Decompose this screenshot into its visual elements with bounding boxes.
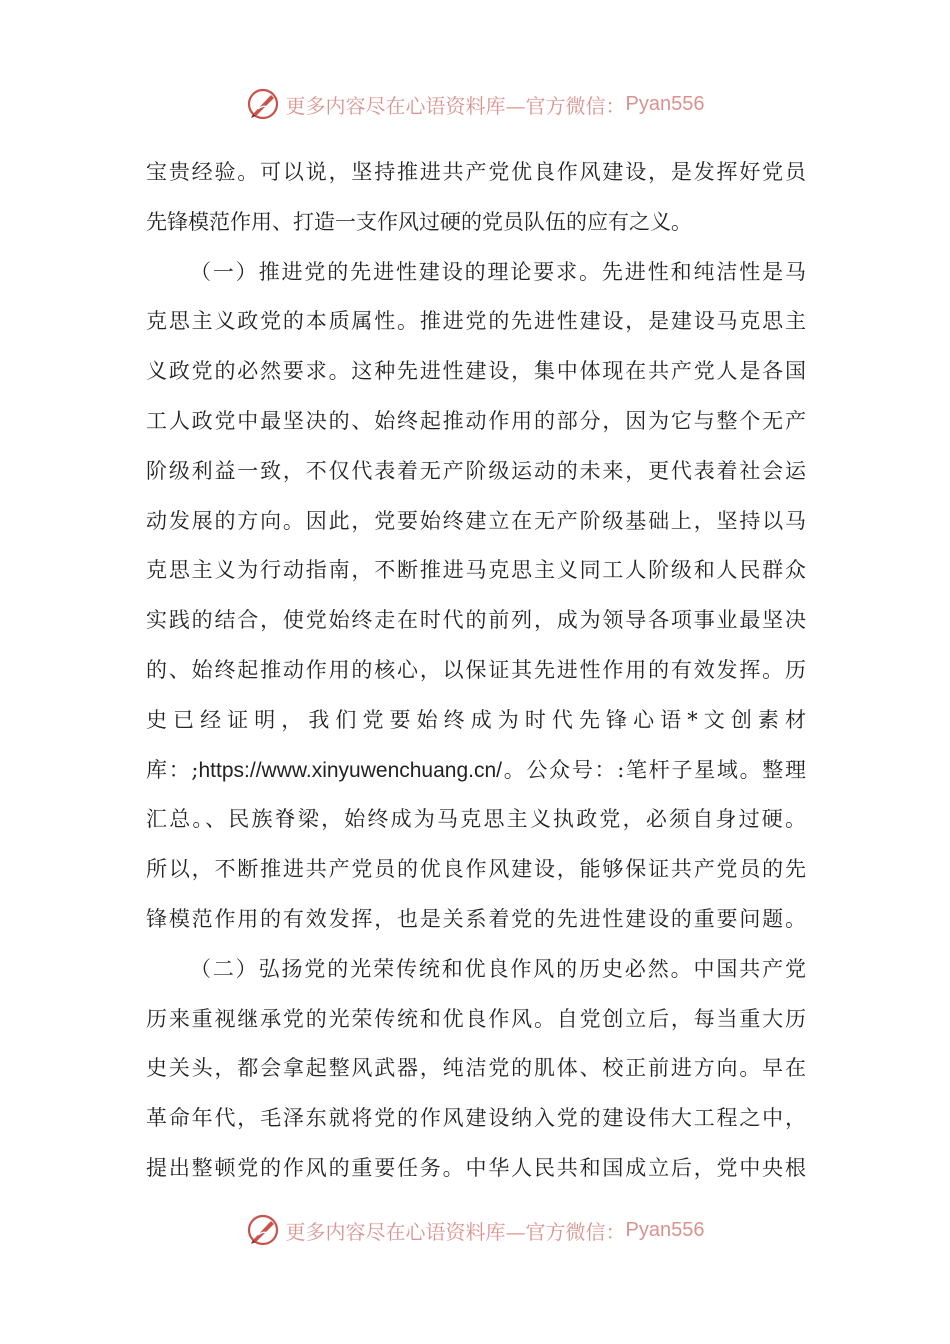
banner-wechat-handle: Pyan556 <box>625 1218 705 1241</box>
text-line: 宝贵经验。可以说，坚持推进共产党优良作风建设，是发挥好党员 <box>146 160 806 184</box>
text-line: 克思主义政党的本质属性。推进党的先进性建设，是建设马克思主 <box>146 309 806 334</box>
text-line: 工人政党中最坚决的、始终起推动作用的部分，因为它与整个无产 <box>146 408 806 433</box>
text-line: 先锋模范作用、打造一支作风过硬的党员队伍的应有之义。 <box>146 209 692 234</box>
website-link[interactable]: https://www.xinyuwenchuang.cn/ <box>198 758 502 782</box>
text-line: 阶级利益一致，不仅代表着无产阶级运动的未来，更代表着社会运 <box>146 458 806 483</box>
text-line: 的、始终起推动作用的核心，以保证其先进性作用的有效发挥。历 <box>146 657 806 682</box>
text-line: 义政党的必然要求。这种先进性建设，集中体现在共产党人是各国 <box>146 359 806 384</box>
pen-circle-logo-icon <box>246 1213 280 1247</box>
banner-wechat-handle: Pyan556 <box>625 92 705 115</box>
url-line-prefix: 库：; <box>146 757 199 782</box>
text-line: 动发展的方向。因此，党要始终建立在无产阶级基础上，坚持以马 <box>146 508 806 533</box>
text-line: 所以，不断推进共产党员的优良作风建设，能够保证共产党员的先 <box>146 857 806 882</box>
footer-banner <box>0 1208 950 1252</box>
document-body <box>146 148 806 1194</box>
text-line: 锋模范作用的有效发挥，也是关系着党的先进性建设的重要问题。 <box>146 906 806 931</box>
paragraph-start-line: （一）推进党的先进性建设的理论要求。先进性和纯洁性是马 <box>190 259 806 284</box>
banner-text: 更多内容尽在心语资料库—官方微信： <box>285 1219 626 1244</box>
text-line: 革命年代，毛泽东就将党的作风建设纳入党的建设伟大工程之中， <box>146 1106 806 1131</box>
text-line: 史关头，都会拿起整风武器，纯洁党的肌体、校正前进方向。早在 <box>146 1056 806 1081</box>
header-banner <box>0 82 950 126</box>
pen-circle-logo-icon <box>246 87 280 121</box>
banner-text: 更多内容尽在心语资料库—官方微信： <box>285 93 626 118</box>
text-line-with-url <box>146 746 806 796</box>
text-line: 史已经证明，我们党要始终成为时代先锋心语*文创素材 <box>146 707 806 732</box>
text-line: 历来重视继承党的光荣传统和优良作风。自党创立后，每当重大历 <box>146 1006 806 1031</box>
paragraph-start-line: （二）弘扬党的光荣传统和优良作风的历史必然。中国共产党 <box>190 956 806 981</box>
text-line: 实践的结合，使党始终走在时代的前列，成为领导各项事业最坚决 <box>146 608 806 633</box>
url-line-suffix: 。公众号：:笔杆子星域。整理 <box>502 757 806 782</box>
text-line: 汇总。、民族脊梁，始终成为马克思主义执政党，必须自身过硬。 <box>146 807 806 832</box>
text-line: 克思主义为行动指南，不断推进马克思主义同工人阶级和人民群众 <box>146 558 806 583</box>
text-line: 提出整顿党的作风的重要任务。中华人民共和国成立后，党中央根 <box>146 1155 806 1180</box>
